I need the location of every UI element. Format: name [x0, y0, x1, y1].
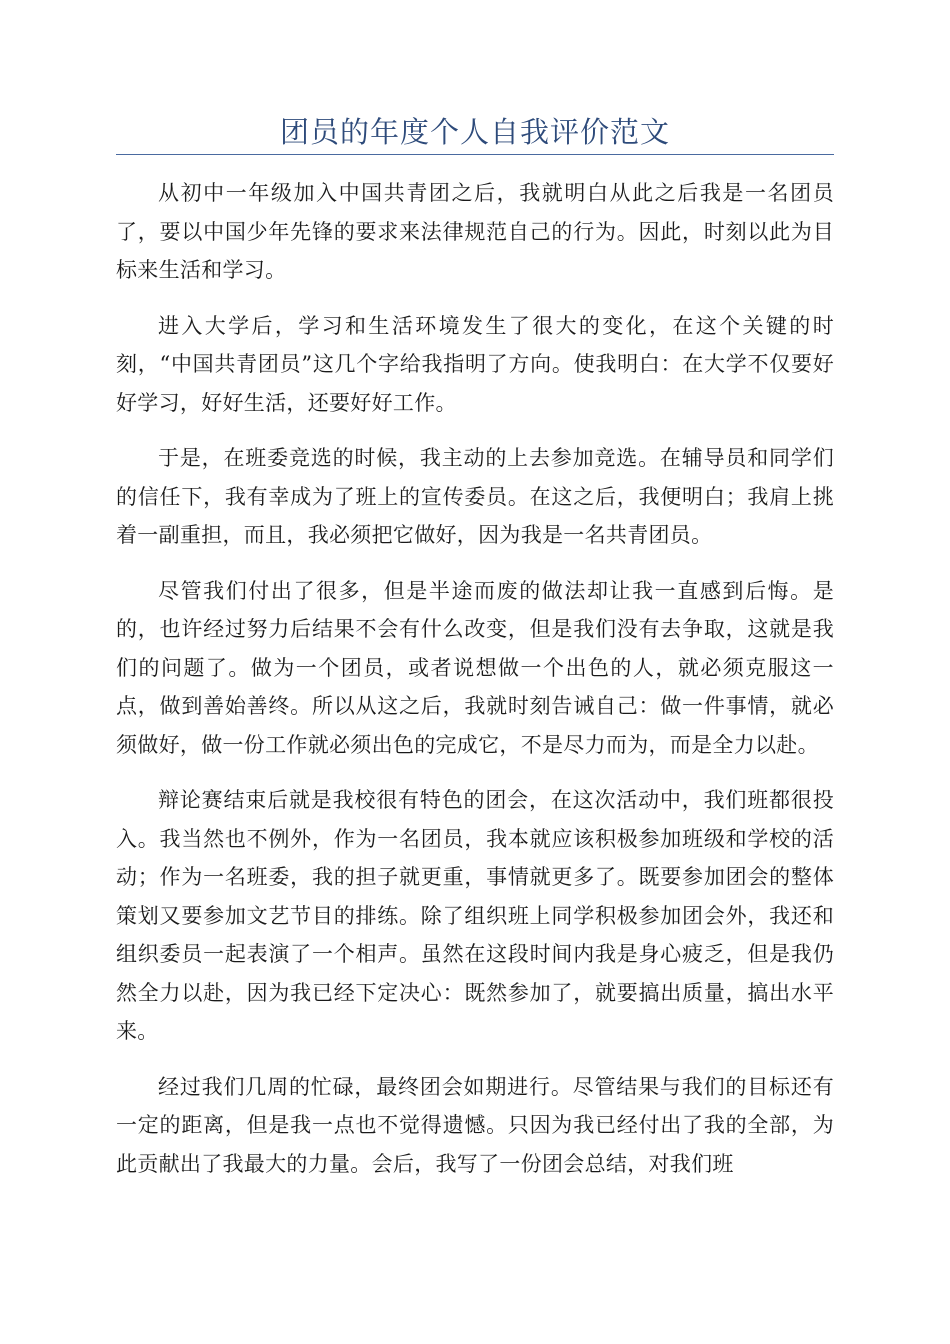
paragraph-3: 于是，在班委竞选的时候，我主动的上去参加竞选。在辅导员和同学们的信任下，我有幸成为了班上的宣传委员。在这之后，我便明白；我肩上挑着一副重担，而且，我必须把它做好，因为我是一名共青团员。: [116, 446, 834, 547]
paragraph-5: 辩论赛结束后就是我校很有特色的团会，在这次活动中，我们班都很投入。我当然也不例外，作为一名团员，我本就应该积极参加班级和学校的活动；作为一名班委，我的担子就更重，事情就更多了。既要参加团会的整体策划又要参加文艺节目的排练。除了组织班上同学积极参加团会外，我还和组织委员一起表演了一个相声。虽然在这段时间内我是身心疲乏，但是我仍然全力以赴，因为我已经下定决心：既然参加了，就要搞出质量，搞出水平来。: [116, 788, 834, 1043]
paragraph-2: 进入大学后，学习和生活环境发生了很大的变化，在这个关键的时刻，“中国共青团员”这几个字给我指明了方向。使我明白：在大学不仅要好好学习，好好生活，还要好好工作。: [116, 313, 834, 415]
paragraph-4: 尽管我们付出了很多，但是半途而废的做法却让我一直感到后悔。是的，也许经过努力后结果不会有什么改变，但是我们没有去争取，这就是我们的问题了。做为一个团员，或者说想做一个出色的人，就必须克服这一点，做到善始善终。所以从这之后，我就时刻告诫自己：做一件事情，就必须做好，做一份工作就必须出色的完成它，不是尽力而为，而是全力以赴。: [116, 578, 834, 757]
paragraph-6: 经过我们几周的忙碌，最终团会如期进行。尽管结果与我们的目标还有一定的距离，但是我一点也不觉得遗憾。只因为我已经付出了我的全部，为此贡献出了我最大的力量。会后，我写了一份团会总结，对我们班: [116, 1074, 834, 1176]
document-title: 团员的年度个人自我评价范文: [279, 115, 670, 149]
document-body: [116, 174, 834, 1200]
paragraph-1: 从初中一年级加入中国共青团之后，我就明白从此之后我是一名团员了，要以中国少年先锋的要求来法律规范自己的行为。因此，时刻以此为目标来生活和学习。: [116, 181, 834, 282]
title-underline: [116, 154, 834, 155]
